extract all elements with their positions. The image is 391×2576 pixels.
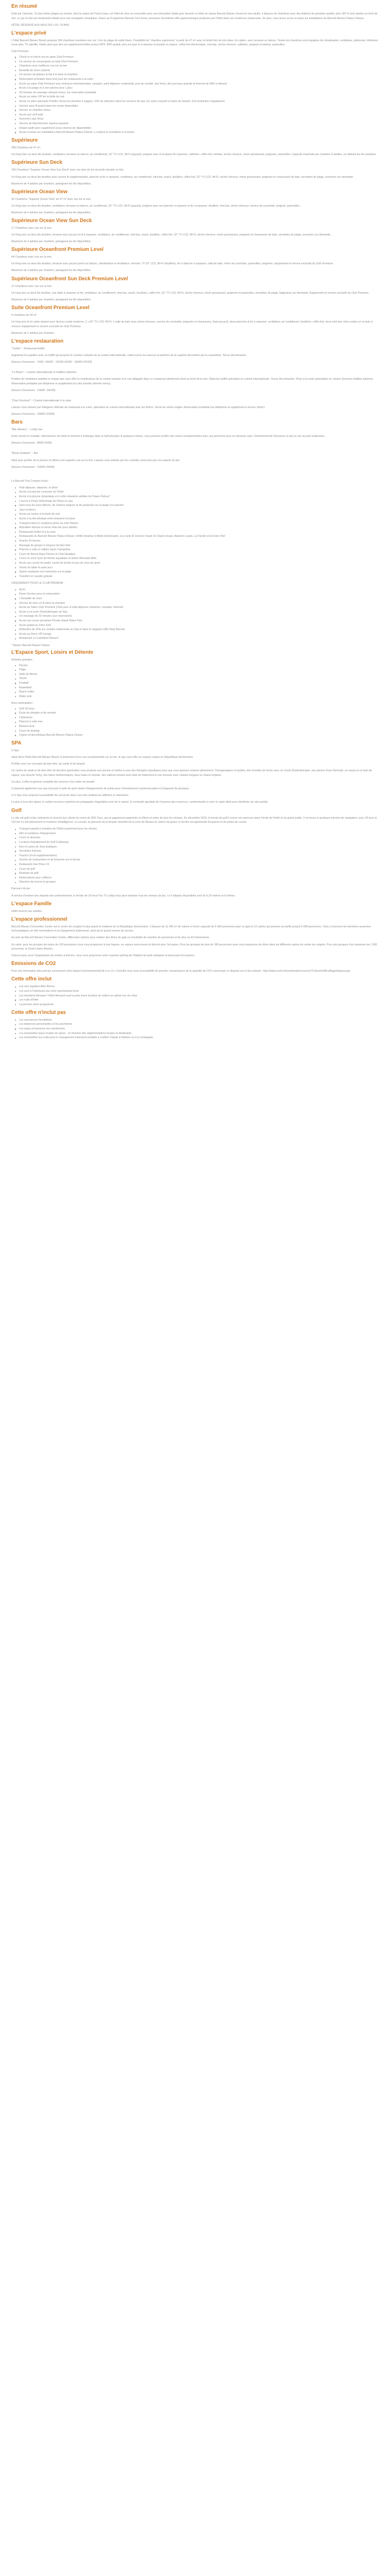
- section-co2: [11, 960, 380, 974]
- list-item: Accès au salon VIP de la boîte de nuit: [19, 95, 380, 99]
- paragraph: "Le Bistro" – Cuisine internationale et tradition italienne: [11, 371, 77, 374]
- paragraph: U-U Spa vous propose la possibilité de concevoir dans l'une des ambiances raffinées et relaxantes.: [11, 794, 129, 798]
- paragraph: "Botas Goldstar" – Bar: [11, 452, 38, 455]
- section-sport: [11, 649, 380, 738]
- list-item: Planche à voile et valides Sport Trampoline: [19, 548, 380, 552]
- list-item: Room Service pour la restauration: [19, 592, 380, 597]
- bullet-list: [11, 1018, 380, 1040]
- list-label: Activités gratuites :: [11, 658, 34, 662]
- list-item: Restaurants du Barceló Bávaro Palace Deluxe: Sofitel Hiramar et Bella Dominicaine, à la carte El Coral et Snack Or Snack House, Adama's Leaks, La Fuente et la Dolce Vita": [19, 534, 380, 539]
- list-item: Accès au casino et la boite de nuit: [19, 512, 380, 517]
- paragraph: (Heures d'ouverture : 18H00-22H00): [11, 413, 55, 416]
- section-title: Supérieure Sun Deck: [11, 160, 62, 166]
- paragraph: Maximum de 4 adultes par chambre, partageant les lits disponibles.: [11, 298, 92, 301]
- paragraph: Pour une information plus précise concernant votre impact environnemental lié à ce Cv. Consulté vous avez la possibilité de prendre connaissance de la quantité de CO2 concernant ce disposé sur le lien suivant : http://www.ecolo-internationale/xxxxxxxx?Culture%5Bcellkggolobjasxsyps: [11, 970, 351, 973]
- section-title: SPA: [11, 740, 22, 747]
- paragraph: Barceló Bávaro Convention Center est le centre de congrès le plus grand et moderne de la République dominicaine. Il dispose de 11 000 m² de salons et d'une capacité de 5 000 personnes pour un gala et 12 salons qui peuvent accueillir jusqu'à 5 000 personnes. Vous y trouverez les dernières avancées technologiques en télé-nominations et en équipement audiovisuel, ainsi qu'un grand secteur de service.: [11, 925, 371, 933]
- list-item: Les repas et boissons non mentionnés: [19, 1027, 380, 1031]
- paragraph: 288 Chambres de 47 m².: [11, 146, 41, 150]
- list-item: Massage de groupe à l'espace de bien-être: [19, 544, 380, 548]
- section-suite-ocean-front: [11, 304, 380, 335]
- list-label: Club Premium:: [11, 50, 29, 54]
- list-item: Réservations pour coiffeurs: [19, 876, 380, 880]
- paragraph: Profitez avec les concepts de bien-être, de santé et de beauté.: [11, 762, 86, 766]
- paragraph: Maximum de 4 adultes par chambre, partageant les lits disponibles.: [11, 182, 92, 185]
- list-item: Beach volley: [19, 690, 380, 694]
- paragraph: Un centre de santé et de bien-être de dernière génération vous propose une piscine et mettra à vous des thérapies aquatiques pour que vous puissiez restorer pleinement. Thérapeutiques et tactiles, des échelles de forme avec un circuit d'hydrothérapie, une piscine d'eau thermale, un sauna et un bain de vapeur, une douche Vichy, des bains ésothermiques, deux haies et chaude, des cabines privées avec baie de traitement et une terrasse avec chaises longues ou chaise longues.: [11, 769, 372, 777]
- paragraph: Maximum de 2 adultes par chambre.: [11, 331, 55, 335]
- section-title: En résumé: [11, 4, 38, 9]
- paragraph: Maximum de 4 adultes par chambre, partageant les lits disponibles.: [11, 240, 92, 244]
- list-item: Accès gratuit au Fitne Golf: [19, 623, 380, 628]
- section-sup-ocean-view: [11, 189, 380, 215]
- list-item: Petit déjeuner, déjeuner, et dîner: [19, 486, 380, 490]
- paragraph: Le site est golf et des rubiments et réservé aux clients du resort de 35% Tous, qui se gagnement appréciés et offerts et selon de tous les niveaux. En décembre 2010, le terrain du golf il ouvert son parcours dans l'école de l'hôtel et du grand public. Il se trouve à quelques minutes de navigation, avec 29 tous et 132 km il a été pleinement et moderne d'intelligence. Le conseil, le parcours de la beauté naturelle de la zone de Bávaro et, autour du green, le terrain est agrémenté d'espaces et de pistes de course.: [11, 816, 377, 824]
- list-item: Accès à un zone d'hydrothérapie du Spa: [19, 610, 380, 615]
- list-item: Accès aux vérif publ: [19, 113, 380, 117]
- list-item: Sans tous les jours délices, de chaises longues et de parasoles sur la plage et la piscine: [19, 503, 380, 508]
- section-aime: [11, 976, 380, 1007]
- list-item: Serviettes fraîches: [19, 849, 380, 854]
- list-item: Les sorti à l'extérieure par votre représentant local: [19, 989, 380, 994]
- list-item: Service en chambre inclus: [19, 108, 380, 113]
- paragraph: Situé dans l'hôtel Barceló Bávaro Beach et justement d'une vue exceptionnelle sur la mer, le spa vous offre un espace unique en République dominicaine.: [11, 756, 194, 759]
- list-item: Banana boat: [19, 724, 380, 729]
- paragraph: Maximum de 4 adultes par chambre, partageant les lits disponibles.: [11, 269, 92, 273]
- spacer: [11, 367, 380, 370]
- section-title: L'espace restauration: [11, 338, 63, 344]
- section-sup-ocean-sun-deck: [11, 217, 380, 244]
- list-item: Location d'équipement de Golf (Callaway): [19, 840, 380, 845]
- list-item: Planche à voile mer: [19, 720, 380, 724]
- section-sup-swim: [11, 159, 380, 186]
- section-spa: [11, 740, 380, 805]
- list-item: Les assurances facultatives: [19, 1018, 380, 1023]
- list-item: Transfert en navette gratuite: [19, 574, 380, 579]
- paragraph: Un king-size ou deux lits doubles, une table à repasser et fer, ventilateur, air conditionné, mini-bar, snack, bouilloire, coffre-fort, 32" TV LCD, Wi-Fi, sèche-cheveux, miroir grossissant, peignoirs et pantoufles, serviettes de plage, baignoires sur demande. Équipement et service exclusifs du Club Premium.: [11, 291, 369, 295]
- list-item: Service de blanchisserie express payante: [19, 122, 380, 126]
- section-pas: [11, 1009, 380, 1040]
- list-item: Cours de boating: [19, 729, 380, 734]
- list-item: Accès à la piscine exclusive de l'hôtel: [19, 490, 380, 495]
- section-famille: [11, 901, 380, 914]
- paragraph: Laissez vous séduire par l'élégance délicate du restaurant à la carte, spécialisé en cuisine internationale pour les dîners. Tenue de soirée exigée. Réservation préalable par téléphone et supplément à service (dîner).: [11, 405, 266, 409]
- list-item: Chambres avec meilleure vue sur la mer: [19, 64, 380, 69]
- paragraph: Profitez de l'ambiance parfaite et unique que vous offre la combinaison de la cuisine exquise et le vue dégagée dans ce restaurant idéalement situé au bord de la mer. Déjeuner buffet spécialisé en cuisine internationale. Tenue décontractée. Dîner à la carte spécialisée en cuisine Gourmet tradition italienne. Réservation préalable par téléphone et supplément lors des transfer (dernier menu).: [11, 378, 374, 385]
- list-item: Basketball: [19, 686, 380, 690]
- section-title: Supérieure Oceanfront Premium Level: [11, 247, 104, 253]
- paragraph: Un King-size ou deux lits doubles, terrasse avec jacuzzi et lit à repasser, ventilateur, air conditionné, mini-bar, snack, douillets, coffre-fort, 32" TV LCD, Wi-Fi, sèche-cheveux, miroir grossissant, peignoirs et chaussures de bain, serviettes de plage, souvenirs sur demande.: [11, 233, 331, 237]
- section-title: Cette offre inclut: [11, 976, 52, 982]
- paragraph: 44 Chambres avec vue sur la mer.: [11, 256, 52, 259]
- bullet-list: [11, 588, 380, 641]
- list-item: 20 minutes de massage relaxant inclus, sur réservation préalable: [19, 91, 380, 95]
- bullet-list: [11, 486, 380, 579]
- list-item: Un service de plateau le fait à le dans la chambre: [19, 73, 380, 77]
- list-item: Jeux et bitriv's: [19, 508, 380, 513]
- list-item: Check-in et check-out en salon Club Premium: [19, 55, 380, 60]
- bullet-list: [11, 985, 380, 1007]
- section-title: Supérieure Oceanfront Sun Deck Premium Level: [11, 276, 128, 282]
- paragraph: Maximum de 4 adultes par chambre, partageant les lits disponibles.: [11, 211, 92, 214]
- section-pro: [11, 916, 380, 958]
- list-item: Animation diurnes et serve mais bar pour adultes: [19, 526, 380, 530]
- list-item: Accès à la plage et à une piscine pour 1 j/jou: [19, 86, 380, 91]
- spacer: [11, 476, 380, 479]
- list-item: Tennis de table et autre jeux: [19, 566, 380, 570]
- list-item: Départ tardif avec supplément (sous réserve de disponibilité): [19, 126, 380, 131]
- list-item: Bouteille de rhum (repéré): [19, 69, 380, 73]
- list-item: Transport dans le complexe grâce au train Bávaro: [19, 521, 380, 526]
- paragraph: "Caribe" – Restaurant buffet: [11, 347, 45, 350]
- list-item: Service de mise en lit dans la chambre: [19, 601, 380, 606]
- list-item: Snacks 24 heures: [19, 539, 380, 544]
- paragraph: Au sein du Barceló Bávaro Convention Center, différentes options pour réaliser des dînes de gala ou d'activités de manière de personnes et de plus ou 40 événements.: [11, 936, 210, 940]
- list-item: Les transferts Aéroport / Hôtel Aéroport sauf à prise d'une location de voiture en option lors du choix: [19, 994, 380, 998]
- list-item: Les nuits d'hôtel: [19, 998, 380, 1003]
- list-item: Souvenir Logo Shop: [19, 117, 380, 122]
- bullet-list: [11, 827, 380, 885]
- section-lespace-prive: [11, 30, 380, 135]
- list-item: Accès aux zones privatives Private Island Water Park: [19, 619, 380, 623]
- list-item: Service de restauration et de boissons sur le terrain: [19, 858, 380, 862]
- list-item: Transport gratuit à chambre de l'hôtel (seulement pour les clients): [19, 827, 380, 832]
- paragraph: 5 chambres de 94 m²: [11, 313, 37, 317]
- paragraph: UNIQUEMENT POUR LE CLUB PREMIUM :: [11, 581, 65, 585]
- paragraph: En outre, pour les groupes de moins de 100 personnes nous vous proposons le bar lingues, un espace semi-ouvert et décoré pour l'occasion. Pour les groupes de plus de 180 personnes nous vous proposons de dîner dans les différents salons du centre de congrès. Pour des groupes d'un maximum de 1 500 personnes, le Grand Salon Bávaro.: [11, 943, 377, 951]
- list-item: Un service de conciergerie au total Club Premium: [19, 60, 380, 64]
- list-item: Golf 18 trous: [19, 707, 380, 711]
- paragraph: Comprend également une spa d'accueil à salle de sport dotée d'équipements de pointe pour l'entraînement cardiovasculaire et d'appareil de physique.: [11, 787, 190, 791]
- paragraph: Chacun peut, pour l'organisation de soirées à thèmes, nous vous proposons notre superbe parking de l'hôpital ciel petit catégorie et beaucoup d'occasions.: [11, 954, 195, 958]
- paragraph: Un King-size ou deux lits doubles avec oursen lit supplémentaire, planche et fer à repasser, ventilateur, air conditionné, mini-bar, snack, douillets, coffre-fort, 32" TV LCD, Wi-Fi, sèche-cheveux, miroir grossissant, peignoirs et chaussures de bain, serviettes de plage, souvenirs sur demande.: [11, 175, 354, 179]
- paragraph: 17 Chambres avec vue sur la mer.: [11, 227, 52, 230]
- list-item: Direction de tournoi et groupes: [19, 880, 380, 885]
- paragraph: 166 Chambres "Superior Ocean View Sun Deck" avec vue plus de sol du jardin (double ou lits).: [11, 168, 124, 172]
- list-item: Restaurant Hoe Pinus 19: [19, 862, 380, 867]
- paragraph: 27 Chambres avec vue sur la mer.: [11, 284, 52, 288]
- list-item: Accès au Disco VIP lounge: [19, 632, 380, 637]
- section-title: Supérieure Ocean View Sun Deck: [11, 218, 92, 224]
- section-restauration: [11, 338, 380, 417]
- paragraph: Un King-size ou deux lits doubles, ventilateur, terrasse ou balcon, air conditionné, 32" TV LCD, Wi-Fi (payant), peignoir avec son planche à repasser et fer à repasser, douillets, mini-bar, sèche-cheveux, service de couchette, peignoir, pantoufles.: [11, 204, 300, 208]
- paragraph: HÔTEL RÉSERVÉ AUX ADULTES +18 / 18 ANS: [11, 23, 69, 27]
- paragraph: Un King-size ou deux lits doubles, terrasse avec jacuzzi privé sur balcon, climatisation et ventilateur, mini-bar, TV 32" LCD, Wi-Fi (douillets), fer à planche à repasser, salle de bain, miroir de courtoisie, pantoufles, peignoirs, équipement et service exclusifs du Club Premium.: [11, 262, 334, 266]
- list-item: Cours de golf: [19, 867, 380, 872]
- paragraph: (Heures d'ouverture : 8H00-2H00): [11, 442, 52, 445]
- list-item: Casino et discothèque Barceló Bávaro Palace Deluxe: [19, 733, 380, 738]
- list-item: Plage: [19, 668, 380, 672]
- list-item: L'accès à Punta Deliveringe de Fitnes ou spa: [19, 499, 380, 504]
- paragraph: Un king-size et un salon séparé avec lieul au comté moderne, 2 x 42" TV LCD, Wi-Fi, 2 salle de bain avec sèche-cheveux, service de couchette, peignoirs et chaussures, (bain jacuzzi), deux planches à fer à repasser, ventilateur, air conditionné, bouilloire, coffre-fort, deux mini-bar, micro-ondes et un bain à remous. Équipement et service exclusifs du Club Premium.: [11, 320, 373, 328]
- list-item: Réduction de 10% sur certains traitements au Spa et dans le magasin U(B) Shop Barceló: [19, 628, 380, 632]
- list-item: Cours et abonnes: [19, 836, 380, 840]
- section-title: Supérieure Ocean View: [11, 189, 68, 195]
- section-title: Cette offre n'inclut pas: [11, 1009, 66, 1015]
- footnote: * Bávaro Barceló Bávaro Palace: [11, 643, 50, 647]
- section-bars: [11, 419, 380, 648]
- list-item: La pension selon programme: [19, 1003, 380, 1007]
- section-title: Supérieure: [11, 138, 38, 144]
- paragraph: Doté par l'amicale, 10 plus belles plages au monde, dont la région de Punta Cana, cet hôtel de rêve se renouvelle avec une rénovation totale pour devenir un hôtel de classe Barcelo Bávaro Grand en tout adulte. Il dispose de chambres avec des finitions de première qualité, plus 160 % sont situées en front de mer, ce qui en fait une destination idéale pour une escapade romantique. Grâce au Programme Barcelo Tout Inclus, terrasses l'excellente offre gastronomique proposée par l'hôtel dans ses nombreux restaurants. De plus, vous aurez accès à toutes les installations du Barceló Bávaro Palace Deluxe.: [11, 12, 378, 20]
- bullet-list: [11, 707, 380, 738]
- section-title: Bars: [11, 419, 23, 426]
- paragraph: Augmente les papilles avec un buffet qui propose le cocotier culinaire de la cuisine internationale, rodécouvrez les saveurs et parfums de la superbe décoration par la caractérise. Tenue décontractée.: [11, 353, 247, 357]
- paragraph: Un plus, il offre la gamme complète des services d'un salon de beauté.: [11, 781, 95, 784]
- section-title: L'espace privé: [11, 30, 46, 36]
- list-item: Catamaran: [19, 716, 380, 720]
- list-item: Accès à la piscine dynamique et à celle relaxation adultes du Palace Deluxe": [19, 495, 380, 499]
- list-item: Restaurant Le Caméléon Bavaro": [19, 636, 380, 641]
- list-item: Les dépenses personnelles et les pourboires: [19, 1022, 380, 1027]
- list-item: Restaurants buffet et à la carte: [19, 530, 380, 535]
- section-golf: [11, 807, 380, 899]
- paragraph: "Bar Hémery" – Lobby bar: [11, 428, 43, 432]
- section-title: L'Espace Sport, Loisirs et Détente: [11, 650, 93, 656]
- bullet-list: [11, 664, 380, 699]
- spacer: [11, 395, 380, 399]
- spacer: [11, 448, 380, 451]
- list-item: Accès en plein spectacle Privilèn Venue les piscines à nappes, 10% de réduction dans les services de spa, les soins corporel et bains de beauté. (Uni restriction s'appliquent): [19, 99, 380, 104]
- list-item: Réservation prioritaire dans tout pour les restaurants à la carte: [19, 77, 380, 82]
- section-title: Golf: [11, 807, 22, 814]
- spacer: [11, 472, 380, 476]
- list-item: 1 Bouteille de rhum: [19, 597, 380, 601]
- section-en-bref: [11, 3, 380, 27]
- list-item: Les vols réguliers Aller-Retour: [19, 985, 380, 989]
- list-item: Internet sans fil gratuit dans les zones disponibles: [19, 104, 380, 109]
- list-item: Boutique de golf: [19, 871, 380, 876]
- paragraph: (Heures d'ouverture : 7H00 -10H30 - 12H30-15H00 - 18H00-22H30): [11, 360, 92, 364]
- paragraph: Le Barceló Tout Compris Inclut :: [11, 479, 50, 483]
- list-item: Water polo: [19, 694, 380, 699]
- list-item: Wi-Fi: [19, 588, 380, 592]
- section-superieure: [11, 137, 380, 157]
- list-item: Tennis: [19, 676, 380, 681]
- list-item: Piscine: [19, 664, 380, 668]
- paragraph: À service d'ombres des départs des professionnels, le terrain de 18 trous Par 72 a déjà vous peut valoriser tous les niveaux de jeu. Le 9 départs disponibles sont de 6,29 mètres et 6 mètres.: [11, 894, 236, 897]
- list-item: Nos et cartes de Jeux pratiques: [19, 845, 380, 850]
- paragraph: (Heures d'ouverture : 13H00 -19H30): [11, 388, 56, 392]
- list-item: Accès à la discothèque entre boissons incluses: [19, 517, 380, 521]
- paragraph: Parcours de jeu: [11, 887, 30, 891]
- hotel-description-page: [0, 0, 391, 1040]
- list-item: École de plongée et de snorkel: [19, 711, 380, 716]
- list-item: Football: [19, 681, 380, 686]
- list-item: Accès au salon Club Premium avec boissons internationales, canapés, petit déjeuner continental, jeux de société, des livres, des journaux gratuits et Internet de WiFi à vitesse): [19, 82, 380, 87]
- section-title: L'espace professionnel: [11, 916, 68, 922]
- list-item: Accès au Salon Club Premium (Club pour le petit déjeuner, boissons, canapés, Internet): [19, 605, 380, 610]
- list-item: Accès à toutes les installations Barceló Bávaro Palace Deluxe, y compris le Caméléon à la fontes.: [19, 130, 380, 135]
- list-item: Salle de fitness: [19, 672, 380, 677]
- list-item: Abri et vestiaires d'équipement: [19, 832, 380, 836]
- section-sup-ocean-front-sun-deck: [11, 276, 380, 302]
- list-item: Sports nautiques non motorisés sur la plage: [19, 570, 380, 574]
- paragraph: L'hôtel Barceló Bávaro Beach propose 594 chambres orientées mer sur 1 km de plage de sable blanc. Possibilité de "chambre supérieure" à partir de 47 m² avec le forfait très de très doter. En option, avec terrasse ou balcon. Toutes les chambres sont équipées de climatisation, ventilateur, plafonnier, télévision écran plat, TV satellite. Radio ainsi que des sur-supplément boîtier lecteur MP3. WIFI gratuit, plus est pour le à réponse et physite et espace, coffre-fort électronique, mini-bar, sèche-cheveux, cafetière, peignoir et tarterie, pantoufles.: [11, 39, 378, 47]
- section-title: Suite Oceanfront Premium Level: [11, 304, 90, 311]
- bullet-list: [11, 55, 380, 135]
- list-item: Practice (Fruit supplémentaires): [19, 854, 380, 858]
- paragraph: Idéal pour profiter de la piscine et siffrent une superbe vue sur la mer. Laissez-vous séduire par les cocktails concoctés par nos experts du bar.: [11, 459, 181, 462]
- list-item: Cours en zone Gym de fitness aquatique et autres Mountain Bike: [19, 556, 380, 561]
- paragraph: Hôtel réservé aux adultes.: [11, 909, 43, 913]
- paragraph: Le plus à tous des lignes, le cabine incarnez exprimés les petagogiée d'agréables soin de la nature, le contrasté agréable de l'essence des essences, conforementé à créer le cadre idéal pour bénéficier du soin parfait.: [11, 801, 268, 804]
- paragraph: 52 Chambres "Superior Ocean View" de 47 m² avec vue sur la mer.: [11, 197, 91, 201]
- section-title: Emissions de CO2: [11, 961, 56, 967]
- list-item: Accès aux courts de padel, courts de tennis et jeux de sous de sport: [19, 561, 380, 566]
- list-item: Un massage de 20 minutes (sur réservation): [19, 614, 380, 619]
- paragraph: U-Spa: [11, 749, 19, 753]
- list-item: Les éventuelles sur-coûts pour le changement d'aéroport possible à confère Claude à Nettoire ou à la compagnie: [19, 1036, 380, 1040]
- list-label: Avec participation :: [11, 701, 34, 705]
- list-item: Les éventuelles taxes locales de séjour - en fonction des réglementations locales et destination: [19, 1031, 380, 1036]
- paragraph: Entre mixed et cocktails, sélectionnez est idéal le moment à mélanger dans le hall principal. À quelques mètres, vous pourriez profiter des soirée exceptionnelles avec une personne pour se retrouver avec. Divertissement! Décisions ce lieu et son accueil chaleureux.: [11, 435, 325, 438]
- section-sup-ocean-front-premium: [11, 246, 380, 273]
- paragraph: (Heures d'ouverture : 10H00-22H00): [11, 465, 55, 469]
- section-title: L'espace Famille: [11, 901, 52, 907]
- paragraph: "Chez Gourmet" – Cuisine internationale à la carte: [11, 399, 71, 402]
- list-item: Cours de fitness Aqua Fitness et Club Nautique: [19, 552, 380, 557]
- paragraph: Un King-Size ou deux lits doubles, ventilateur, terrasse ou balcon, air conditionné, 32" TV LCD, Wi-Fi (payant), peignoir avec lit et pleine fin expresso, cafetière, coffre-fort, minibar, sèche-cheveux, miroir grossissant, peignoirs, pantoufles. Capacité maximale par chambre 4 adultes, en utilisant les lits existants.: [11, 153, 377, 157]
